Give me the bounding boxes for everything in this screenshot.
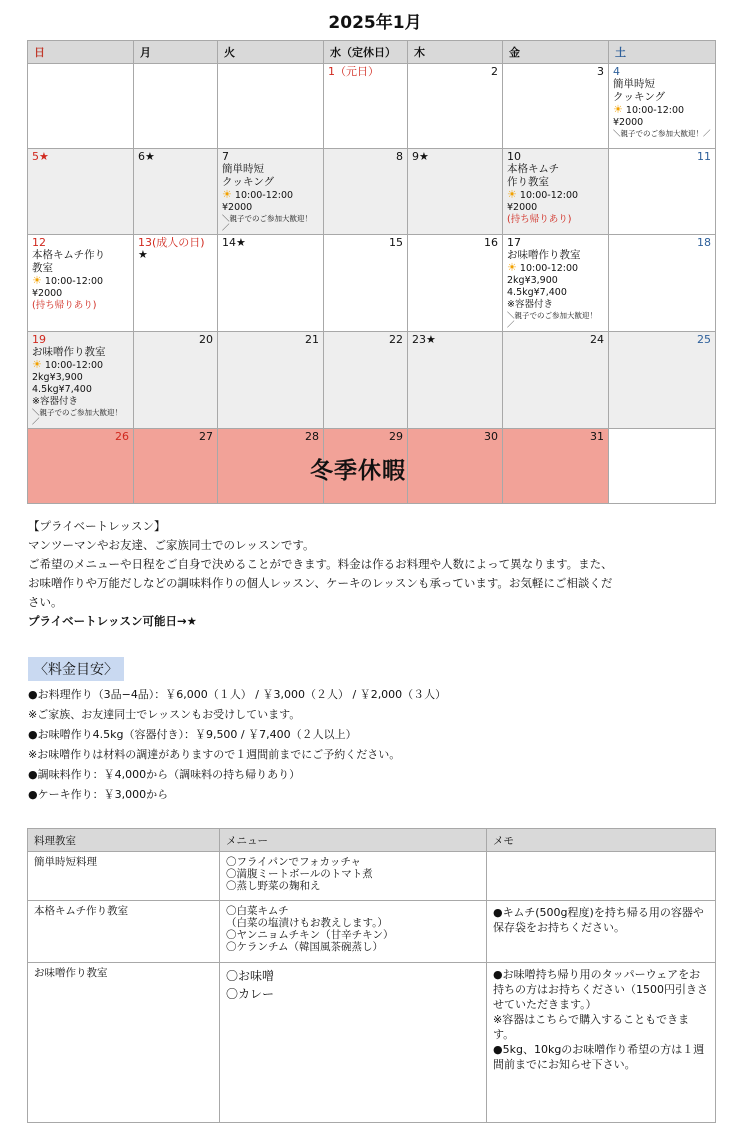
pricing-list: [28, 685, 446, 805]
day-number: 10: [507, 150, 521, 163]
pricing-item: ●お味噌作り4.5kg（容器付き）：￥9,500 / ￥7,400（２人以上）: [28, 728, 357, 741]
weekday-mon: 月: [134, 41, 218, 64]
menu-table: [27, 828, 716, 1123]
day-number: 17: [507, 236, 521, 249]
day-cell: [609, 235, 716, 332]
sun-icon: ☀: [222, 188, 232, 201]
menu-item: 〇お味噌: [226, 969, 275, 983]
private-text: お味噌作りや万能だしなどの調味料作りの個人レッスン、ケーキのレッスンも承っています。お気軽にご相談くだ: [28, 576, 613, 590]
event-time: 10:00-12:00: [519, 263, 579, 274]
day-number: 4: [613, 65, 620, 78]
calendar-title: 2025年1月: [328, 13, 422, 33]
pricing-item: ●調味料作り：￥4,000から（調味料の持ち帰りあり）: [28, 768, 301, 781]
menu-header: 料理教室: [28, 829, 220, 852]
day-number: 7: [222, 150, 229, 163]
day-number: 22: [389, 333, 403, 346]
weekday-sun: 日: [28, 41, 134, 64]
event-note: ＼親子でのご参加大歓迎！／: [222, 214, 312, 232]
day-number: 23★: [412, 333, 436, 346]
pricing-item: ※お味噌作りは材料の調達がありますので１週間前までにご予約ください。: [28, 748, 401, 761]
sun-icon: ☀: [32, 358, 42, 371]
event-name: 本格キムチ: [507, 163, 560, 175]
weekday-tue: 火: [218, 41, 324, 64]
menu-header: メニュー: [220, 829, 487, 852]
day-number: 19: [32, 333, 46, 346]
day-cell: [28, 429, 134, 504]
event-note: ＼親子でのご参加大歓迎！／: [32, 408, 122, 426]
menu-header-row: [28, 829, 716, 852]
menu-header: メモ: [487, 829, 716, 852]
class-name: 簡単時短料理: [28, 852, 220, 901]
day-number: 31: [590, 430, 604, 443]
event-name: お味噌作り教室: [507, 249, 581, 261]
event-name: 簡単時短: [222, 163, 264, 175]
menu-item: 〇ケランチム（韓国風茶碗蒸し）: [226, 941, 383, 953]
day-number: 8: [396, 150, 403, 163]
day-cell: [609, 149, 716, 235]
event-price: 2kg¥3,900: [32, 372, 83, 383]
day-cell: [408, 64, 503, 149]
weekday-sat: 土: [609, 41, 716, 64]
day-cell: [408, 429, 503, 504]
day-cell-empty: [609, 429, 716, 504]
pricing-item: ●ケーキ作り：￥3,000から: [28, 788, 169, 801]
day-cell: [324, 64, 408, 149]
day-number: 28: [305, 430, 319, 443]
day-number: 3: [597, 65, 604, 78]
menu-cell: [220, 852, 487, 901]
sun-icon: ☀: [613, 103, 623, 116]
menu-item: 〇フライパンでフォカッチャ: [226, 856, 362, 868]
private-text: ご希望のメニューや日程をご自身で決めることができます。料金は作るお料理や人数によって異なります。また、: [28, 557, 613, 571]
event-price: 4.5kg¥7,400: [32, 384, 92, 395]
day-number: 6★: [138, 150, 155, 163]
table-row: [28, 901, 716, 963]
calendar-week: [28, 235, 716, 332]
day-cell: [324, 149, 408, 235]
menu-item: （白菜の塩漬けもお教えします。）: [226, 917, 388, 929]
day-number: 14★: [222, 236, 246, 249]
private-star: ★: [138, 248, 148, 261]
event-name: 簡単時短: [613, 78, 655, 90]
menu-cell: [220, 901, 487, 963]
day-number: 5★: [32, 150, 49, 163]
pricing-heading: 〈料金目安〉: [28, 657, 124, 681]
day-cell-empty: [28, 64, 134, 149]
day-number: 11: [697, 150, 711, 163]
class-name: 本格キムチ作り教室: [28, 901, 220, 963]
day-number: 30: [484, 430, 498, 443]
day-number: 2: [491, 65, 498, 78]
menu-cell: [220, 963, 487, 1123]
event-time: 10:00-12:00: [625, 105, 685, 116]
sun-icon: ☀: [507, 188, 517, 201]
event-note: ＼親子でのご参加大歓迎！／: [507, 311, 597, 329]
weekday-wed: 水（定休日）: [324, 41, 408, 64]
private-heading: 【プライベートレッスン】: [28, 519, 166, 533]
day-cell-empty: [218, 64, 324, 149]
event-time: 10:00-12:00: [234, 190, 294, 201]
event-price: 2kg¥3,900: [507, 275, 558, 286]
pricing-item: ※ご家族、お友達同士でレッスンもお受けしています。: [28, 708, 301, 721]
event-takeaway: (持ち帰りあり): [507, 214, 572, 225]
memo-cell: ●キムチ(500g程度)を持ち帰る用の容器や保存袋をお持ちください。: [487, 901, 716, 963]
calendar-week: [28, 64, 716, 149]
day-cell: [324, 332, 408, 429]
sun-icon: ☀: [507, 261, 517, 274]
day-number: 1（元日）: [328, 65, 379, 78]
table-row: [28, 963, 716, 1123]
day-number: 13(成人の日): [138, 236, 205, 249]
calendar-grid: [27, 40, 716, 504]
weekday-fri: 金: [503, 41, 609, 64]
day-cell: [134, 235, 218, 332]
day-number: 12: [32, 236, 46, 249]
event-time: 10:00-12:00: [519, 190, 579, 201]
weekday-header-row: [28, 41, 716, 64]
calendar-week: [28, 149, 716, 235]
day-cell: [609, 332, 716, 429]
day-number: 21: [305, 333, 319, 346]
event-takeaway: (持ち帰りあり): [32, 300, 97, 311]
day-cell: [503, 149, 609, 235]
event-container: ※容器付き: [32, 396, 78, 407]
class-name: お味噌作り教室: [28, 963, 220, 1123]
day-cell: [408, 332, 503, 429]
pricing-item: ●お料理作り（3品−4品）：￥6,000（１人） / ￥3,000（２人） / ￥2,000（３人）: [28, 688, 447, 701]
day-cell: [28, 149, 134, 235]
day-number: 25: [697, 333, 711, 346]
event-price: ¥2000: [507, 202, 538, 213]
calendar-week: [28, 332, 716, 429]
day-number: 18: [697, 236, 711, 249]
day-cell: [503, 235, 609, 332]
day-number: 24: [590, 333, 604, 346]
event-price: ¥2000: [613, 117, 644, 128]
day-cell-empty: [134, 64, 218, 149]
event-time: 10:00-12:00: [44, 360, 104, 371]
day-cell: [28, 235, 134, 332]
day-cell: [408, 149, 503, 235]
menu-item: 〇満腹ミートボールのトマト煮: [226, 868, 373, 880]
menu-item: 〇白菜キムチ: [226, 905, 289, 917]
day-cell: [134, 332, 218, 429]
event-name: クッキング: [613, 91, 666, 103]
event-name: お味噌作り教室: [32, 346, 106, 358]
memo-cell: ●お味噌持ち帰り用のタッパーウェアをお持ちの方はお持ちください（1500円引きさせていただきます。） ※容器はこちらで購入することもできます。 ●5kg、10kgのお味噌作り希望の方は１週間前までにお知らせ下さい。: [487, 963, 716, 1123]
day-cell: [218, 332, 324, 429]
private-lesson-section: [28, 517, 613, 631]
private-text: マンツーマンやお友達、ご家族同士でのレッスンです。: [28, 538, 315, 552]
event-name: 本格キムチ作り: [32, 249, 106, 261]
memo-cell: [487, 852, 716, 901]
day-cell: [218, 235, 324, 332]
event-price: ¥2000: [222, 202, 253, 213]
weekday-thu: 木: [408, 41, 503, 64]
day-number: 20: [199, 333, 213, 346]
day-number: 15: [389, 236, 403, 249]
menu-item: 〇蒸し野菜の麹和え: [226, 880, 321, 892]
day-cell: [28, 332, 134, 429]
day-cell: [503, 332, 609, 429]
event-time: 10:00-12:00: [44, 276, 104, 287]
private-available: プライベートレッスン可能日→★: [28, 614, 197, 628]
event-container: ※容器付き: [507, 299, 553, 310]
day-cell: [134, 429, 218, 504]
winter-holiday-banner: 冬季休暇: [310, 458, 406, 484]
day-cell: [134, 149, 218, 235]
event-name: 作り教室: [507, 176, 549, 188]
menu-item: 〇カレー: [226, 987, 275, 1001]
day-cell: [408, 235, 503, 332]
day-cell: [609, 64, 716, 149]
day-number: 26: [115, 430, 129, 443]
menu-item: 〇ヤンニョムチキン（甘辛チキン）: [226, 929, 394, 941]
event-name: クッキング: [222, 176, 275, 188]
day-number: 9★: [412, 150, 429, 163]
day-number: 29: [389, 430, 403, 443]
table-row: [28, 852, 716, 901]
event-price: 4.5kg¥7,400: [507, 287, 567, 298]
day-cell: [503, 429, 609, 504]
event-price: ¥2000: [32, 288, 63, 299]
day-number: 16: [484, 236, 498, 249]
event-note: ＼親子でのご参加大歓迎！／: [613, 129, 711, 138]
private-text: さい。: [28, 595, 63, 609]
day-cell: [218, 149, 324, 235]
day-number: 27: [199, 430, 213, 443]
day-cell: [503, 64, 609, 149]
day-cell: [218, 429, 324, 504]
event-name: 教室: [32, 262, 53, 274]
sun-icon: ☀: [32, 274, 42, 287]
day-cell: [324, 235, 408, 332]
